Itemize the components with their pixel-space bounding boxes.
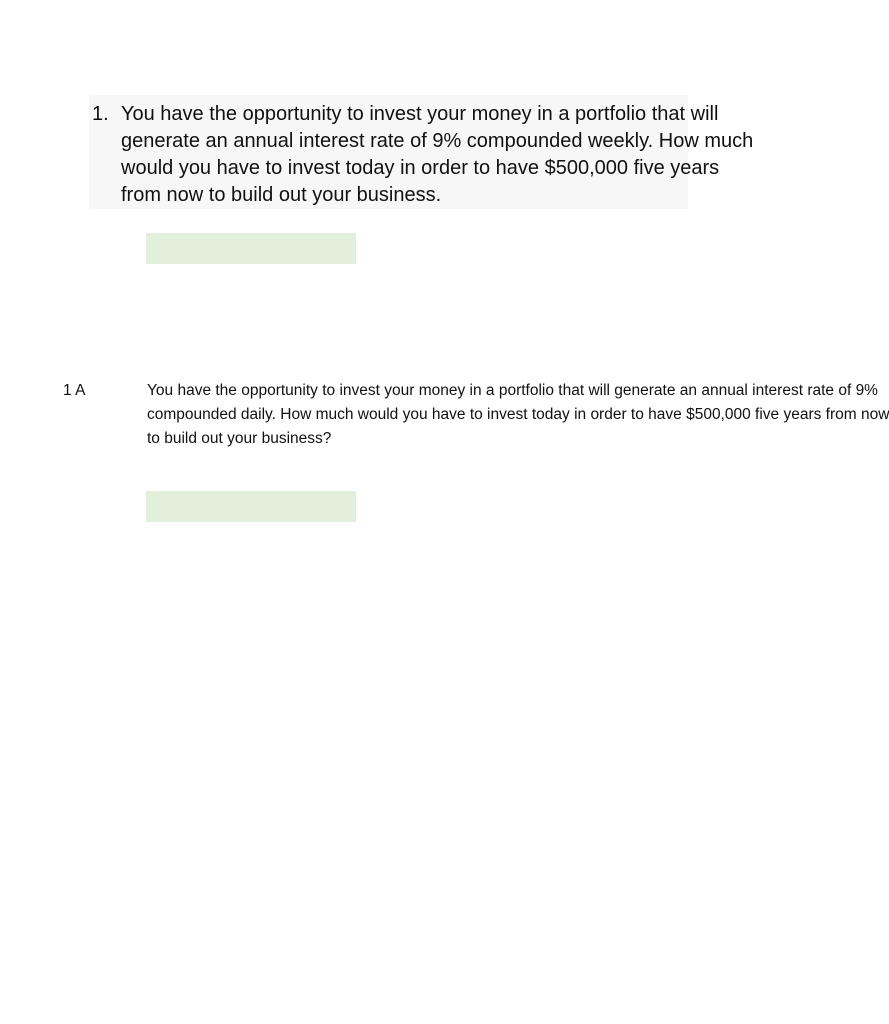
question-1a-line: You have the opportunity to invest your money in a portfolio that will generate an annual interest rate of 9% <box>147 382 878 399</box>
question-1a-text-cell <box>147 379 889 459</box>
question-1a-text <box>147 379 889 451</box>
question-1-line: from now to build out your business. <box>121 184 442 206</box>
question-1a-answer-cell[interactable] <box>146 491 356 522</box>
question-1-line: generate an annual interest rate of 9% compounded weekly. How much <box>121 130 754 152</box>
question-1-number: 1. <box>92 103 109 125</box>
question-1a-label: 1 A <box>63 382 86 399</box>
question-1-answer-cell[interactable] <box>146 233 356 264</box>
question-1-line: You have the opportunity to invest your money in a portfolio that will <box>121 103 719 125</box>
question-1-text <box>121 101 841 209</box>
question-1-image <box>89 95 754 209</box>
question-1a-line: to build out your business? <box>147 430 332 447</box>
question-1-line: would you have to invest today in order to have $500,000 five years <box>121 157 720 179</box>
question-1a-line: compounded daily. How much would you have to invest today in order to have $500,000 five years from now <box>147 406 889 423</box>
